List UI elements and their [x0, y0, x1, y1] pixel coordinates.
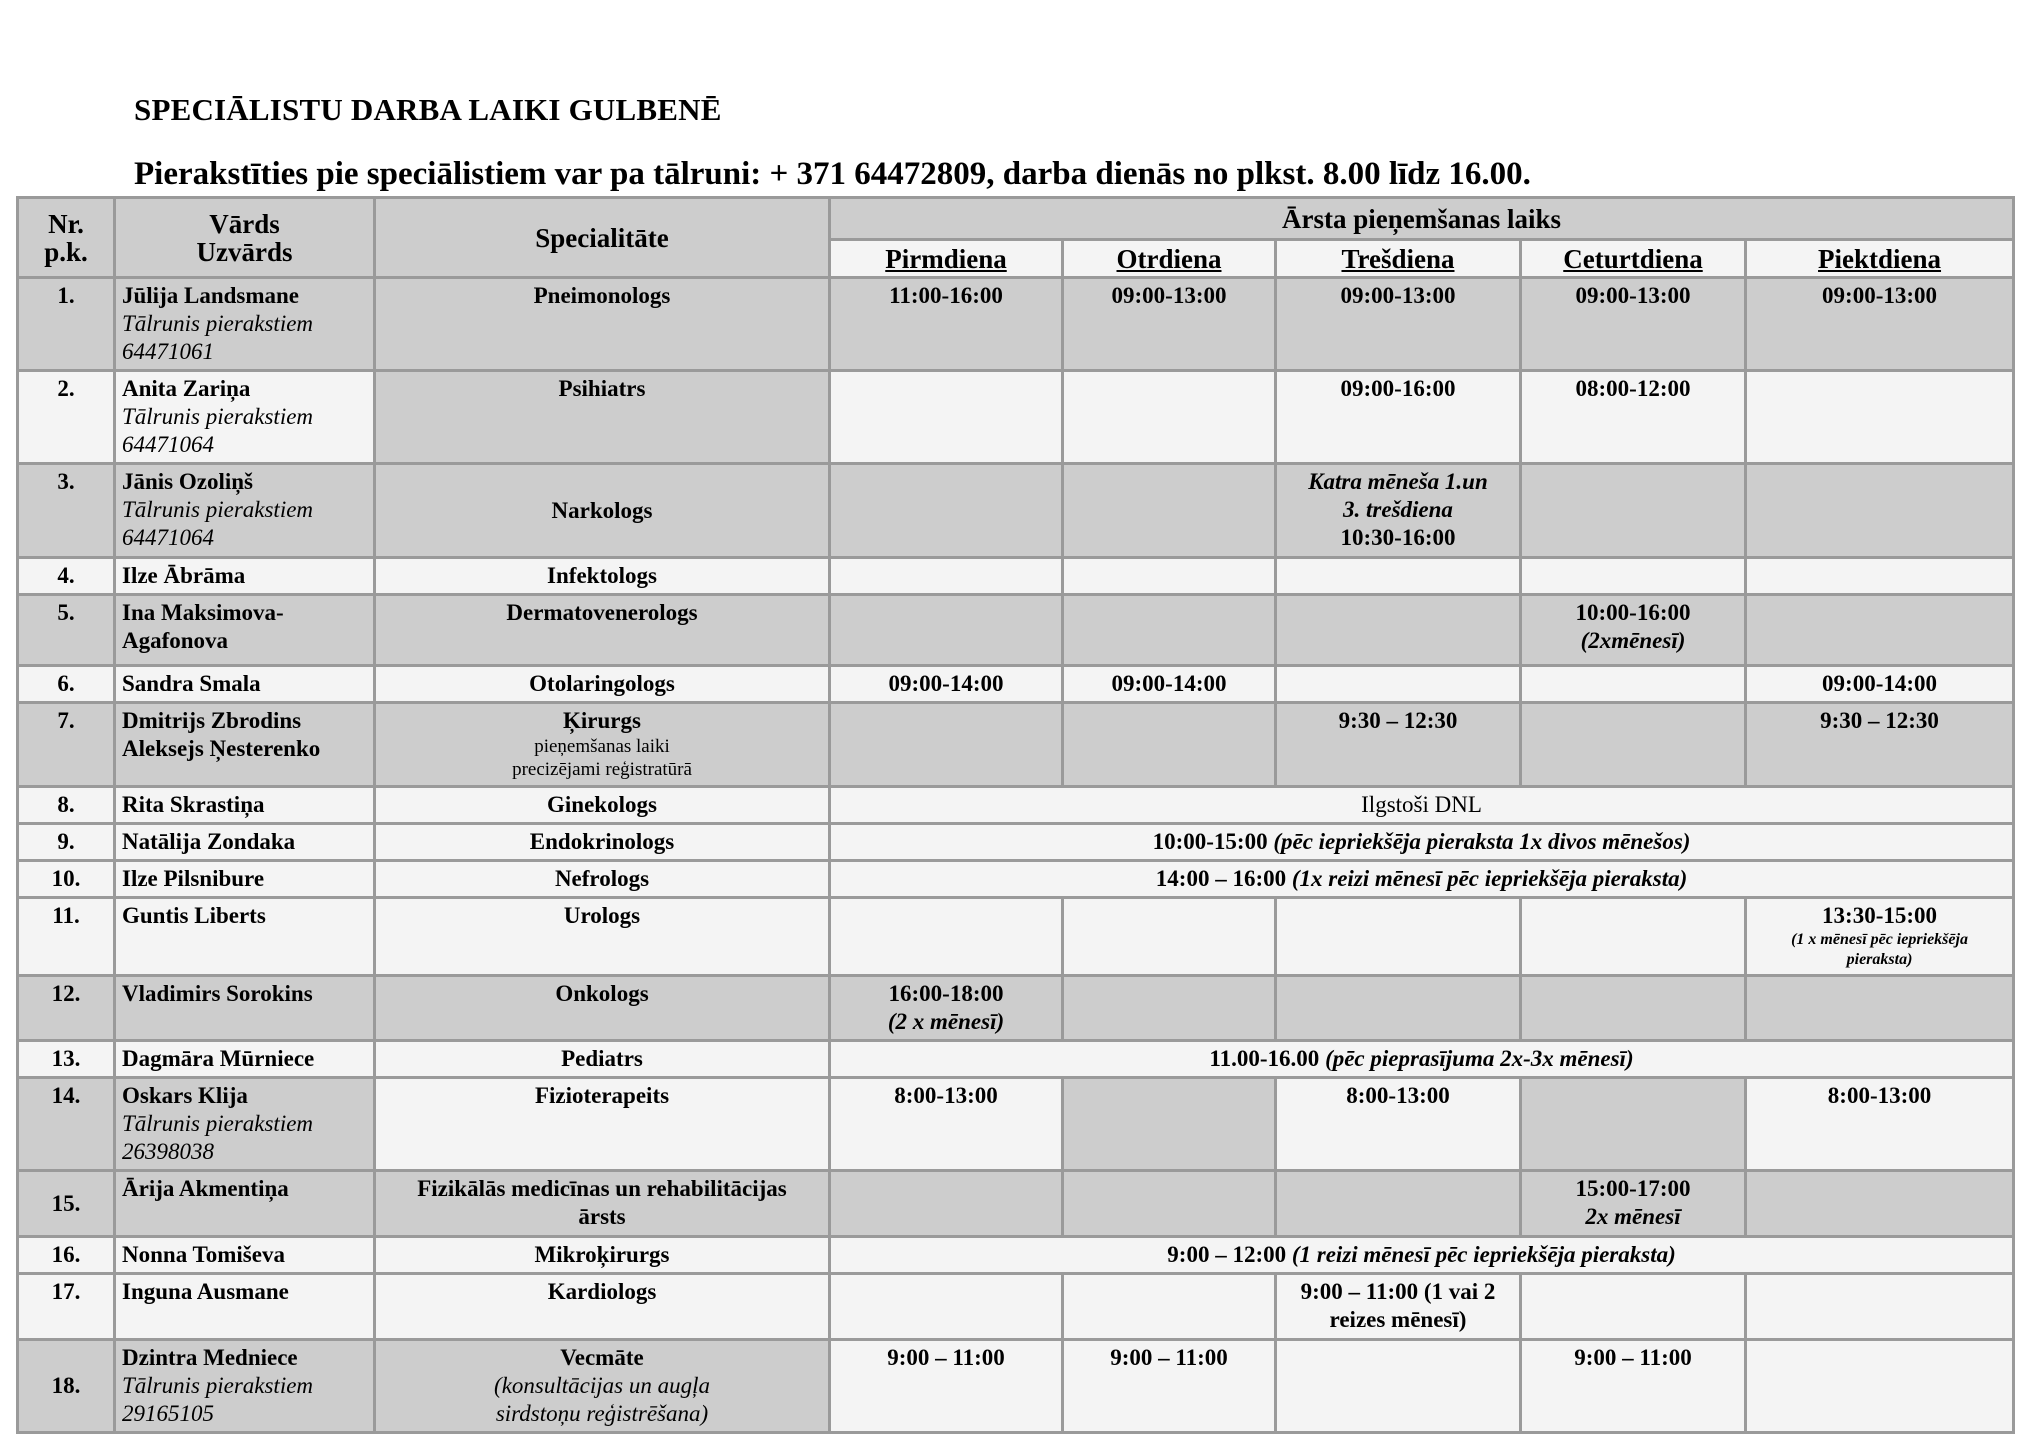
schedule-table: [16, 196, 2015, 1434]
specialty: Fizioterapeits: [375, 1078, 830, 1171]
table-row: [18, 1274, 2014, 1340]
doctor-name: Rita Skrastiņa: [115, 787, 375, 824]
specialty: Ķirurgs pieņemšanas laiki precizējami reģistratūrā: [375, 703, 830, 787]
doctor-name: Ina Maksimova- Agafonova: [115, 595, 375, 666]
time-cell: [1276, 976, 1521, 1041]
time-cell: 11.00-16.00 (pēc pieprasījuma 2x-3x mēnesī): [830, 1041, 2014, 1078]
time-cell: 09:00-14:00: [830, 666, 1063, 703]
time-cell: 11:00-16:00: [830, 278, 1063, 371]
doctor-name: Guntis Liberts: [115, 898, 375, 976]
row-number: 15.: [18, 1171, 115, 1237]
header-name: Vārds Uzvārds: [115, 198, 375, 278]
time-cell: 8:00-13:00: [1746, 1078, 2014, 1171]
time-cell: [1746, 595, 2014, 666]
time-cell: 8:00-13:00: [830, 1078, 1063, 1171]
table-row: [18, 703, 2014, 787]
row-number: 11.: [18, 898, 115, 976]
time-cell: 10:00-16:00 (2xmēnesī): [1521, 595, 1746, 666]
specialty: Pneimonologs: [375, 278, 830, 371]
specialty: Kardiologs: [375, 1274, 830, 1340]
doctor-name: Ilze Ābrāma: [115, 558, 375, 595]
time-cell: [1521, 1274, 1746, 1340]
time-cell: [1746, 1171, 2014, 1237]
specialty: Pediatrs: [375, 1041, 830, 1078]
phone-info: Pierakstīties pie speciālistiem var pa tālruni: + 371 64472809, darba dienās no plkst. 8.00 līdz 16.00.: [134, 156, 1531, 192]
row-number: 4.: [18, 558, 115, 595]
row-number: 17.: [18, 1274, 115, 1340]
time-cell: 8:00-13:00: [1276, 1078, 1521, 1171]
time-cell: 9:00 – 11:00: [1521, 1340, 1746, 1433]
header-nr: Nr. p.k.: [18, 198, 115, 278]
specialty: Dermatovenerologs: [375, 595, 830, 666]
specialty: Ginekologs: [375, 787, 830, 824]
row-number: 3.: [18, 464, 115, 558]
time-cell: 08:00-12:00: [1521, 371, 1746, 464]
time-cell: [830, 1274, 1063, 1340]
time-cell: [1063, 371, 1276, 464]
time-cell: 9:00 – 11:00: [830, 1340, 1063, 1433]
time-cell: [1063, 1171, 1276, 1237]
time-cell: [1063, 703, 1276, 787]
time-cell: Ilgstoši DNL: [830, 787, 2014, 824]
time-cell: [1276, 1171, 1521, 1237]
header-hours: Ārsta pieņemšanas laiks: [830, 198, 2014, 240]
row-number: 2.: [18, 371, 115, 464]
table-row: [18, 1237, 2014, 1274]
time-cell: [1276, 1340, 1521, 1433]
table-row: [18, 861, 2014, 898]
doctor-name: Ilze Pilsnibure: [115, 861, 375, 898]
table-row: [18, 464, 2014, 558]
time-cell: [830, 703, 1063, 787]
specialty: Narkologs: [375, 464, 830, 558]
time-cell: [1521, 898, 1746, 976]
doctor-name: Anita Zariņa Tālrunis pierakstiem 64471064: [115, 371, 375, 464]
row-number: 7.: [18, 703, 115, 787]
time-cell: [1521, 558, 1746, 595]
time-cell: [830, 595, 1063, 666]
time-cell: [1063, 976, 1276, 1041]
time-cell: 16:00-18:00 (2 x mēnesī): [830, 976, 1063, 1041]
row-number: 12.: [18, 976, 115, 1041]
time-cell: 9:00 – 11:00 (1 vai 2 reizes mēnesī): [1276, 1274, 1521, 1340]
specialty: Nefrologs: [375, 861, 830, 898]
table-row: [18, 898, 2014, 976]
time-cell: [1521, 464, 1746, 558]
doctor-name: Jānis Ozoliņš Tālrunis pierakstiem 64471064: [115, 464, 375, 558]
doctor-name: Inguna Ausmane: [115, 1274, 375, 1340]
table-row: [18, 976, 2014, 1041]
time-cell: [1063, 898, 1276, 976]
row-number: 8.: [18, 787, 115, 824]
row-number: 13.: [18, 1041, 115, 1078]
time-cell: 15:00-17:00 2x mēnesī: [1521, 1171, 1746, 1237]
specialty: Psihiatrs: [375, 371, 830, 464]
time-cell: [1746, 976, 2014, 1041]
row-number: 16.: [18, 1237, 115, 1274]
row-number: 14.: [18, 1078, 115, 1171]
specialty: Otolaringologs: [375, 666, 830, 703]
header-day-wednesday: Trešdiena: [1276, 240, 1521, 278]
specialty: Vecmāte (konsultācijas un augļa sirdstoņu reģistrēšana): [375, 1340, 830, 1433]
time-cell: 13:30-15:00 (1 x mēnesī pēc iepriekšēja pieraksta): [1746, 898, 2014, 976]
time-cell: 09:00-13:00: [1276, 278, 1521, 371]
specialty: Urologs: [375, 898, 830, 976]
table-row: [18, 1340, 2014, 1433]
time-cell: [1746, 558, 2014, 595]
time-cell: 9:30 – 12:30: [1746, 703, 2014, 787]
time-cell: [1063, 1078, 1276, 1171]
time-cell: 10:00-15:00 (pēc iepriekšēja pieraksta 1x divos mēnešos): [830, 824, 2014, 861]
doctor-name: Natālija Zondaka: [115, 824, 375, 861]
specialty: Endokrinologs: [375, 824, 830, 861]
table-row: [18, 824, 2014, 861]
table-row: [18, 1078, 2014, 1171]
time-cell: [830, 464, 1063, 558]
header-specialty: Specialitāte: [375, 198, 830, 278]
doctor-name: Jūlija Landsmane Tālrunis pierakstiem 64471061: [115, 278, 375, 371]
header-day-thursday: Ceturtdiena: [1521, 240, 1746, 278]
time-cell: 9:00 – 12:00 (1 reizi mēnesī pēc iepriekšēja pieraksta): [830, 1237, 2014, 1274]
time-cell: [830, 371, 1063, 464]
time-cell: 09:00-13:00: [1063, 278, 1276, 371]
doctor-name: Oskars Klija Tālrunis pierakstiem 26398038: [115, 1078, 375, 1171]
doctor-name: Vladimirs Sorokins: [115, 976, 375, 1041]
header-day-friday: Piektdiena: [1746, 240, 2014, 278]
time-cell: [1063, 595, 1276, 666]
time-cell: [1276, 666, 1521, 703]
time-cell: [830, 1171, 1063, 1237]
doctor-name: Sandra Smala: [115, 666, 375, 703]
specialty: Infektologs: [375, 558, 830, 595]
table-row: [18, 1041, 2014, 1078]
header-day-tuesday: Otrdiena: [1063, 240, 1276, 278]
row-number: 5.: [18, 595, 115, 666]
time-cell: [1276, 595, 1521, 666]
table-row: [18, 787, 2014, 824]
time-cell: [1746, 1340, 2014, 1433]
time-cell: [1746, 371, 2014, 464]
time-cell: [1063, 1274, 1276, 1340]
specialty: Mikroķirurgs: [375, 1237, 830, 1274]
time-cell: 14:00 – 16:00 (1x reizi mēnesī pēc iepriekšēja pieraksta): [830, 861, 2014, 898]
specialty: Onkologs: [375, 976, 830, 1041]
time-cell: [1063, 558, 1276, 595]
row-number: 10.: [18, 861, 115, 898]
time-cell: 09:00-13:00: [1746, 278, 2014, 371]
time-cell: [1521, 703, 1746, 787]
specialty: Fizikālās medicīnas un rehabilitācijas ārsts: [375, 1171, 830, 1237]
time-cell: [1746, 1274, 2014, 1340]
time-cell: [1276, 898, 1521, 976]
header-day-monday: Pirmdiena: [830, 240, 1063, 278]
table-row: [18, 371, 2014, 464]
time-cell: 09:00-16:00: [1276, 371, 1521, 464]
time-cell: 09:00-14:00: [1063, 666, 1276, 703]
doctor-name: Nonna Tomiševa: [115, 1237, 375, 1274]
row-number: 18.: [18, 1340, 115, 1433]
page-title: SPECIĀLISTU DARBA LAIKI GULBENĒ: [134, 92, 722, 127]
time-cell: [1063, 464, 1276, 558]
time-cell: [1521, 666, 1746, 703]
row-number: 6.: [18, 666, 115, 703]
table-row: [18, 558, 2014, 595]
time-cell: [830, 898, 1063, 976]
table-row: [18, 666, 2014, 703]
doctor-name: Ārija Akmentiņa: [115, 1171, 375, 1237]
table-row: [18, 595, 2014, 666]
row-number: 1.: [18, 278, 115, 371]
time-cell: Katra mēneša 1.un 3. trešdiena 10:30-16:00: [1276, 464, 1521, 558]
time-cell: 9:00 – 11:00: [1063, 1340, 1276, 1433]
time-cell: [1746, 464, 2014, 558]
time-cell: [1521, 1078, 1746, 1171]
table-row: [18, 278, 2014, 371]
time-cell: [830, 558, 1063, 595]
doctor-name: Dzintra Medniece Tālrunis pierakstiem 29165105: [115, 1340, 375, 1433]
time-cell: [1521, 976, 1746, 1041]
time-cell: 09:00-13:00: [1521, 278, 1746, 371]
time-cell: 09:00-14:00: [1746, 666, 2014, 703]
table-row: [18, 1171, 2014, 1237]
doctor-name: Dagmāra Mūrniece: [115, 1041, 375, 1078]
doctor-name: Dmitrijs Zbrodins Aleksejs Ņesterenko: [115, 703, 375, 787]
row-number: 9.: [18, 824, 115, 861]
time-cell: 9:30 – 12:30: [1276, 703, 1521, 787]
time-cell: [1276, 558, 1521, 595]
